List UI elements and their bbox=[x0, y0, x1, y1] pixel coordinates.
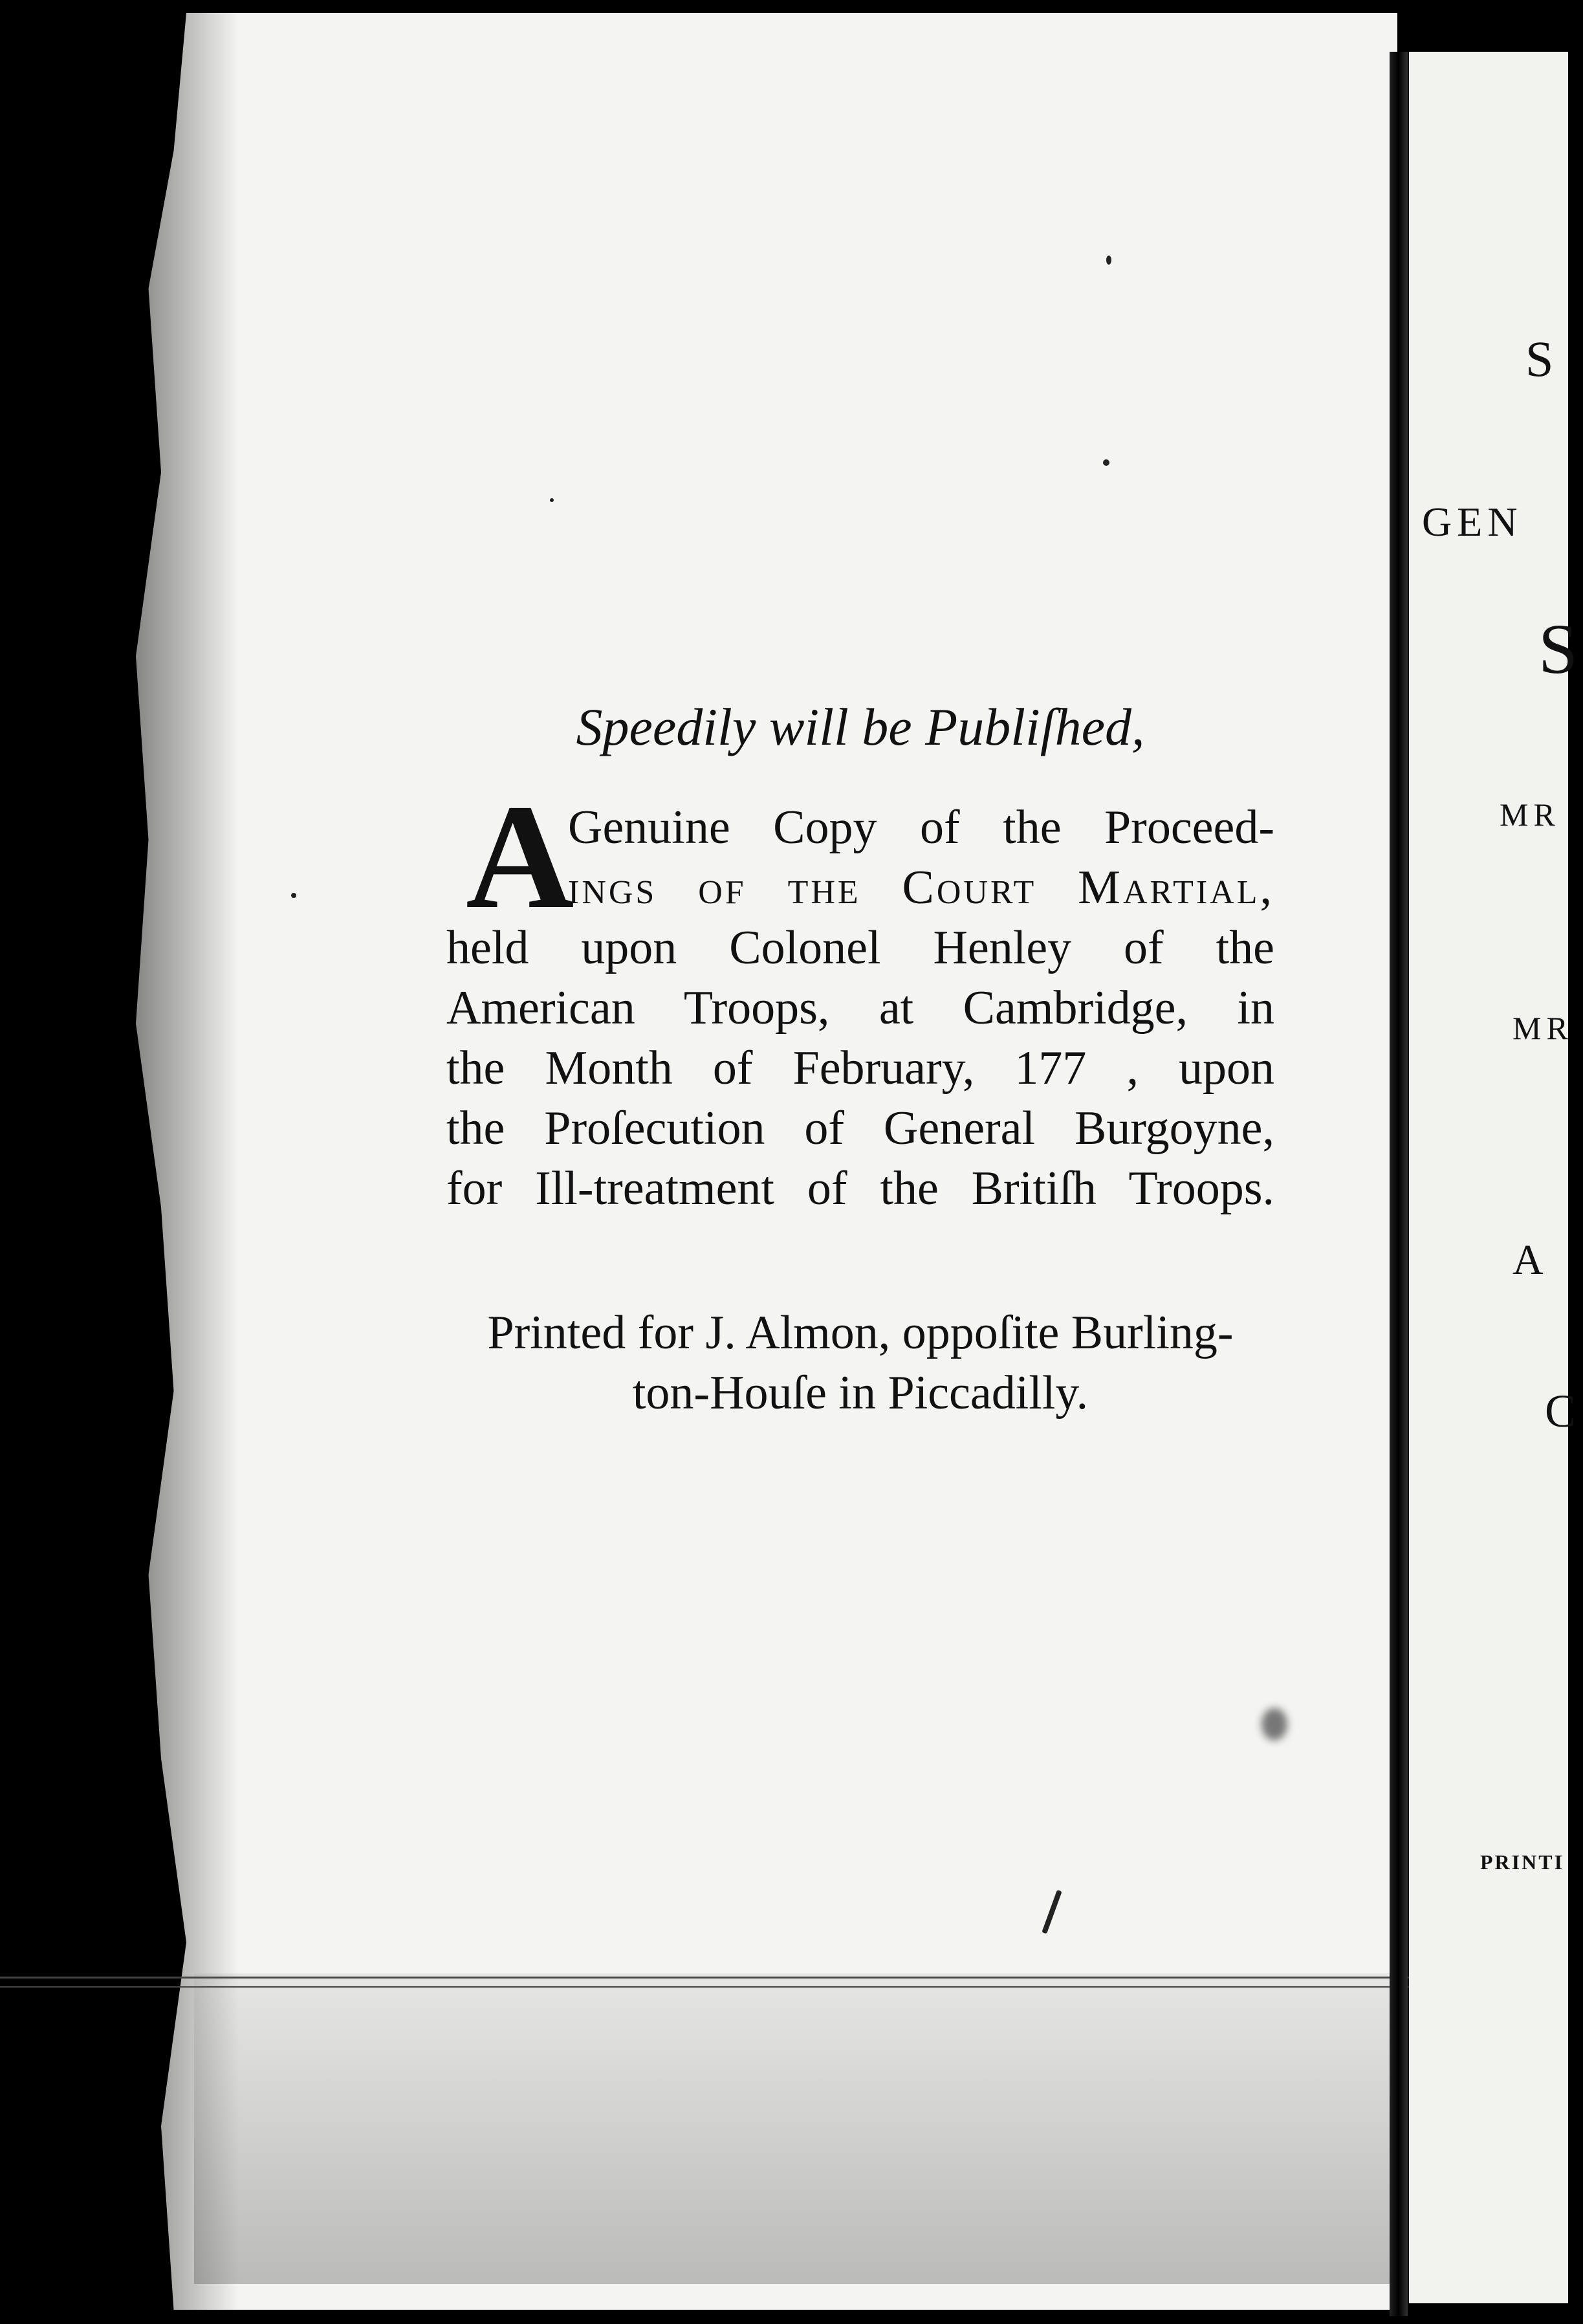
facing-page-fragment: PRINTI bbox=[1480, 1850, 1565, 1874]
imprint-line: Printed for J. Almon, oppoſite Burling- bbox=[487, 1306, 1234, 1360]
scan-rule-line bbox=[0, 1986, 1568, 1988]
scan-speck bbox=[1106, 256, 1111, 265]
facing-page-fragment: C bbox=[1545, 1385, 1582, 1437]
drop-cap: A bbox=[466, 774, 574, 941]
body-line: Genuine Copy of the Proceed- bbox=[568, 801, 1274, 855]
body-line: held upon Colonel Henley of the bbox=[446, 921, 1274, 975]
body-line: the Proſecution of General Burgoyne, bbox=[446, 1102, 1274, 1156]
facing-page-fragment: S bbox=[1538, 609, 1583, 688]
advertisement-text bbox=[446, 696, 1274, 1423]
scan-smudge bbox=[1261, 1708, 1287, 1740]
scan-speck bbox=[1103, 459, 1109, 466]
body-line: ings of the Court Martial, bbox=[568, 861, 1274, 915]
facing-page-fragment: A bbox=[1512, 1236, 1549, 1284]
imprint-line: ton-Houſe in Piccadilly. bbox=[632, 1366, 1089, 1420]
facing-page-fragment: GEN bbox=[1422, 499, 1523, 545]
page-bottom-stain bbox=[194, 1973, 1397, 2284]
imprint bbox=[446, 1303, 1274, 1423]
scan-speck bbox=[291, 893, 296, 898]
facing-page bbox=[1409, 52, 1583, 2303]
heading: Speedily will be Publiſhed, bbox=[576, 697, 1145, 756]
scan-rule-line bbox=[0, 1977, 1568, 1979]
scan-speck bbox=[550, 498, 554, 502]
facing-page-fragment: MR bbox=[1512, 1010, 1573, 1046]
body-line: the Month of February, 177 , upon bbox=[446, 1042, 1274, 1095]
body-line: American Troops, at Cambridge, in bbox=[446, 981, 1274, 1035]
book-gutter bbox=[1390, 52, 1408, 2316]
facing-page-fragment: S bbox=[1525, 331, 1559, 387]
body-paragraph bbox=[446, 774, 1274, 1219]
body-line: for Ill-treatment of the Britiſh Troops. bbox=[446, 1162, 1274, 1216]
facing-page-fragment: MR bbox=[1500, 796, 1560, 833]
page-edge-shadow bbox=[136, 13, 239, 2310]
